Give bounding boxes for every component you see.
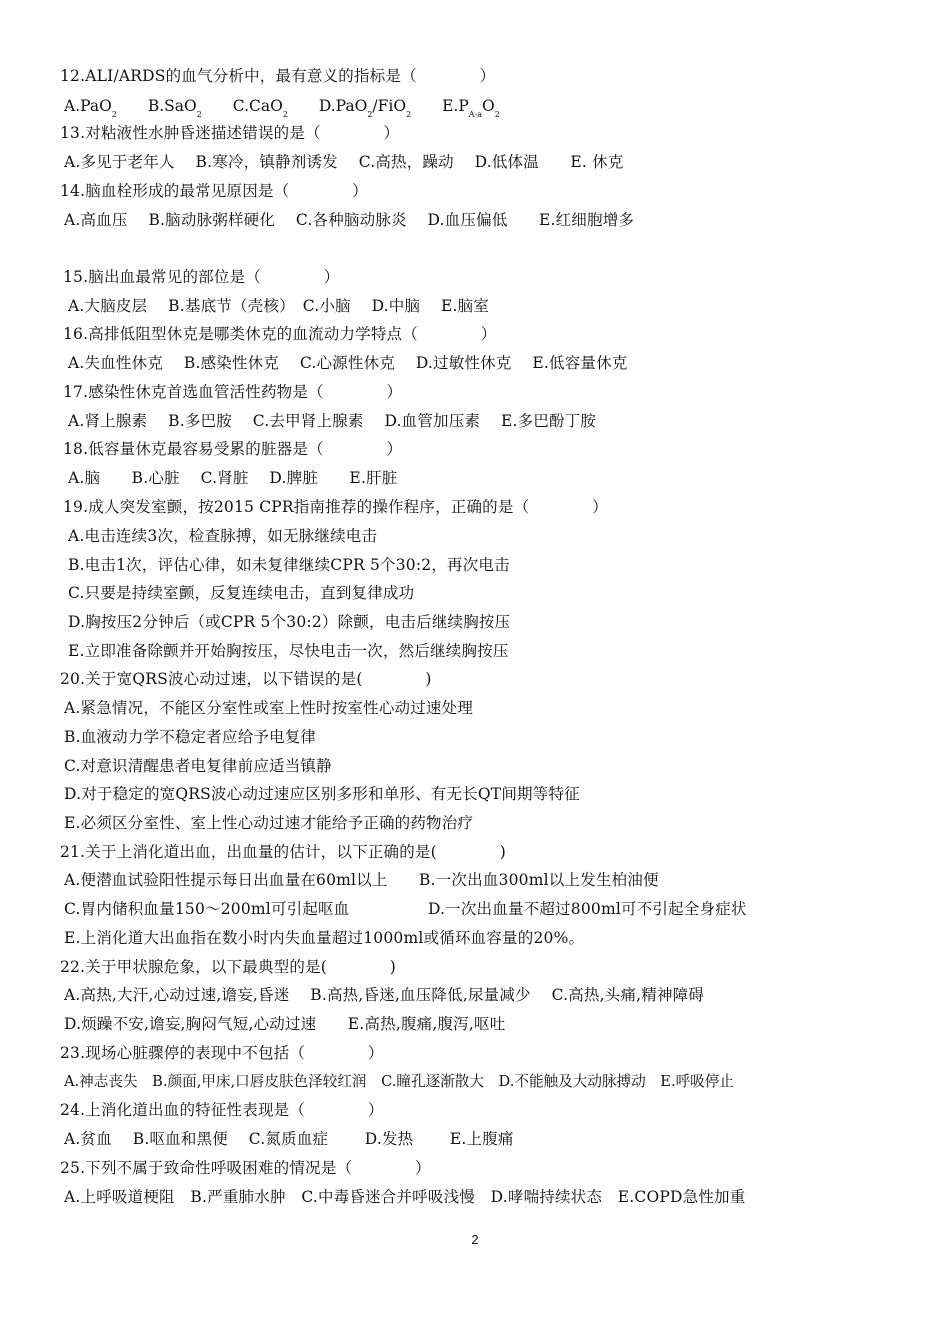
question-15-options: A.大脑皮层 B.基底节（壳核） C.小脑 D.中脑 E.脑室: [68, 297, 490, 315]
question-13-options: A.多见于老年人 B.寒冷，镇静剂诱发 C.高热，躁动 D.低体温 E. 休克: [64, 153, 624, 171]
question-21-options-ab: A.便潜血试验阳性提示每日出血量在60ml以上 B.一次出血300ml以上发生柏油便: [64, 871, 659, 889]
question-23: 23.现场心脏骤停的表现中不包括（ ）: [60, 1044, 384, 1062]
question-19-option-b: B.电击1次，评估心律，如未复律继续CPR 5个30:2，再次电击: [68, 556, 510, 574]
question-21: 21.关于上消化道出血，出血量的估计，以下正确的是( ): [60, 843, 506, 861]
question-20-option-a: A.紧急情况，不能区分室性或室上性时按室性心动过速处理: [64, 699, 474, 717]
question-22: 22.关于甲状腺危象，以下最典型的是( ): [60, 958, 397, 976]
question-25: 25.下列不属于致命性呼吸困难的情况是（ ）: [60, 1159, 431, 1177]
question-14: 14.脑血栓形成的最常见原因是（ ）: [60, 182, 368, 200]
question-18-options: A.脑 B.心脏 C.肾脏 D.脾脏 E.肝脏: [68, 469, 398, 487]
question-20-option-d: D.对于稳定的宽QRS波心动过速应区别多形和单形、有无长QT间期等特征: [64, 785, 580, 803]
question-16: 16.高排低阻型休克是哪类休克的血流动力学特点（ ）: [63, 325, 497, 343]
question-23-options: A.神志丧失 B.颜面,甲床,口唇皮肤色泽较红润 C.瞳孔逐渐散大 D.不能触及大动脉搏动 E.呼吸停止: [64, 1073, 734, 1090]
question-22-options-de: D.烦躁不安,谵妄,胸闷气短,心动过速 E.高热,腹痛,腹泻,呕吐: [64, 1015, 506, 1033]
question-20-option-e: E.必须区分室性、室上性心动过速才能给予正确的药物治疗: [64, 814, 474, 832]
question-15: 15.脑出血最常见的部位是（ ）: [63, 268, 340, 286]
question-19-option-d: D.胸按压2分钟后（或CPR 5个30:2）除颤，电击后继续胸按压: [68, 613, 511, 631]
question-22-options-abc: A.高热,大汗,心动过速,谵妄,昏迷 B.高热,昏迷,血压降低,尿量减少 C.高热,头痛,精神障碍: [64, 986, 705, 1004]
question-12-options: A.PaO$_2$ B.SaO$_2$ C.CaO$_2$ D.PaO$_2$/FiO$_2$ $E.P_{A-a}O_2$: [64, 97, 500, 119]
question-17-options: A.肾上腺素 B.多巴胺 C.去甲肾上腺素 D.血管加压素 E.多巴酚丁胺: [68, 412, 597, 430]
question-18: 18.低容量休克最容易受累的脏器是（ ）: [63, 440, 403, 458]
question-17: 17.感染性休克首选血管活性药物是（ ）: [63, 383, 403, 401]
question-24: 24.上消化道出血的特征性表现是（ ）: [60, 1101, 384, 1119]
question-16-options: A.失血性休克 B.感染性休克 C.心源性休克 D.过敏性休克 E.低容量休克: [68, 354, 628, 372]
question-19-option-c: C.只要是持续室颤，反复连续电击，直到复律成功: [68, 584, 415, 602]
question-13: 13.对粘液性水肿昏迷描述错误的是（ ）: [60, 124, 400, 142]
question-12: 12.ALI/ARDS的血气分析中，最有意义的指标是（ ）: [60, 67, 496, 85]
question-21-option-e: E.上消化道大出血指在数小时内失血量超过1000ml或循环血容量的20%。: [64, 929, 585, 947]
question-20: 20.关于宽QRS波心动过速，以下错误的是( ): [60, 670, 432, 688]
question-19-option-e: E.立即准备除颤并开始胸按压，尽快电击一次，然后继续胸按压: [68, 642, 509, 660]
question-21-options-cd: C.胃内储积血量150～200ml可引起呕血 D.一次出血量不超过800ml可不引起全身症状: [64, 900, 747, 918]
page-number: 2: [471, 1232, 479, 1247]
question-20-option-c: C.对意识清醒患者电复律前应适当镇静: [64, 757, 332, 775]
question-20-option-b: B.血液动力学不稳定者应给予电复律: [64, 728, 317, 746]
question-19-option-a: A.电击连续3次，检查脉搏，如无脉继续电击: [68, 527, 378, 545]
question-24-options: A.贫血 B.呕血和黑便 C.氮质血症 D.发热 E.上腹痛: [64, 1130, 514, 1148]
question-14-options: A.高血压 B.脑动脉粥样硬化 C.各种脑动脉炎 D.血压偏低 E.红细胞增多: [64, 211, 635, 229]
question-19: 19.成人突发室颤，按2015 CPR指南推荐的操作程序，正确的是（ ）: [63, 498, 608, 516]
question-25-options: A.上呼吸道梗阻 B.严重肺水肿 C.中毒昏迷合并呼吸浅慢 D.哮喘持续状态 E.COPD急性加重: [64, 1188, 746, 1206]
